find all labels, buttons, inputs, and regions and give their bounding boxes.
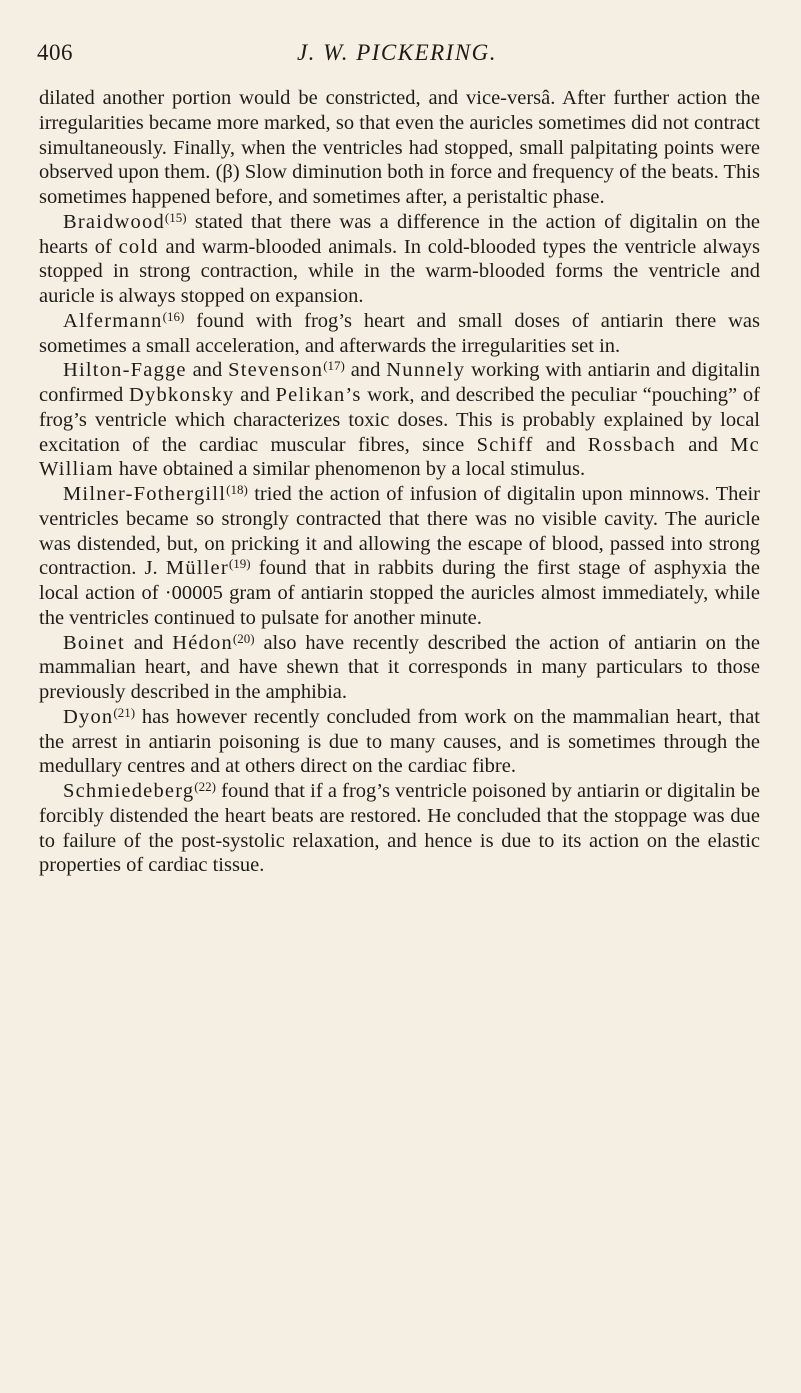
paragraph bbox=[39, 779, 760, 878]
reference-number: (21) bbox=[113, 704, 136, 720]
author-name: Mc William bbox=[39, 433, 760, 481]
reference-number: (20) bbox=[232, 630, 255, 646]
text-run: has however recently concluded from work on the mammalian heart, that the arrest in antiarin poisoning is due to many causes, and is sometimes through the medullary centres and at others direct on the cardiac fibre. bbox=[39, 705, 760, 778]
author-name: Pelikan’s bbox=[275, 384, 362, 406]
text-run: tried the action of infusion of digitalin upon minnows. Their ventricles became so strongly contracted that there was no visible cavity. The auricle was distended, but, on pricking it and allowing the escape of blood, passed into strong contraction. J. bbox=[39, 483, 760, 580]
paragraph bbox=[39, 309, 760, 359]
author-name: Dybkonsky bbox=[129, 384, 235, 406]
reference-number: (15) bbox=[164, 209, 187, 225]
text-run: working with antiarin and digitalin confirmed bbox=[39, 359, 761, 406]
author-name: Schiff bbox=[476, 433, 534, 456]
text-run: and warm-blooded animals. In cold-blooded types the ventricle always stopped in strong contraction, while in the warm-blooded forms the ventricle and auricle is always stopped on expansion. bbox=[39, 235, 760, 307]
author-name: Boinet bbox=[63, 631, 125, 654]
running-head: J. W. PICKERING. bbox=[296, 40, 498, 65]
body-text bbox=[39, 86, 760, 878]
reference-number: (17) bbox=[323, 358, 345, 374]
author-name: cold bbox=[118, 235, 159, 258]
paragraph bbox=[39, 482, 760, 631]
paragraph bbox=[39, 358, 760, 482]
text-run: and bbox=[675, 433, 731, 456]
author-name: Hilton-Fagge bbox=[63, 359, 187, 382]
author-name: Rossbach bbox=[587, 433, 676, 456]
author-name: Müller bbox=[165, 557, 229, 580]
reference-number: (18) bbox=[226, 482, 248, 497]
paragraph bbox=[39, 705, 760, 779]
text-run: and bbox=[234, 384, 276, 406]
reference-number: (19) bbox=[228, 556, 251, 572]
author-name: Stevenson bbox=[228, 359, 324, 382]
text-run: dilated another portion would be constricted, and vice-versâ. After further action the irregularities became more marked, so that even the auricles sometimes did not contract simultaneously. Finally, when the ventricles had stopped, small palpitating points were observed upon them. (β) Slow diminution both in force and frequency of the beats. This sometimes happened before, and sometimes after, a peristaltic phase. bbox=[39, 87, 760, 208]
paragraph bbox=[39, 86, 760, 210]
text-run: and bbox=[124, 631, 173, 654]
text-run: found with frog’s heart and small doses of antiarin there was sometimes a small acceleration, and afterwards the irregularities set in. bbox=[39, 309, 760, 357]
text-run: and bbox=[186, 359, 229, 382]
page-number: 406 bbox=[37, 40, 73, 65]
author-name: Milner-Fothergill bbox=[63, 483, 227, 505]
text-run: have obtained a similar phenomenon by a local stimulus. bbox=[113, 458, 586, 481]
reference-number: (16) bbox=[162, 308, 185, 324]
text-run: and bbox=[344, 359, 387, 382]
text-run: found that in rabbits during the first stage of asphyxia the local action of ·00005 gram of antiarin stopped the auricles almost immediately, while the ventricles continued to pulsate for another minute. bbox=[39, 557, 760, 629]
author-name: Schmiedeberg bbox=[63, 780, 195, 802]
text-run: and bbox=[533, 433, 588, 456]
text-run: also have recently described the action of antiarin on the mammalian heart, and have shewn that it corresponds in many particulars to those previously described in the amphibia. bbox=[39, 631, 760, 703]
author-name: Dyon bbox=[63, 705, 114, 728]
text-run: stated that there was a difference in the action of digitalin on the hearts of bbox=[39, 210, 760, 258]
author-name: Braidwood bbox=[63, 210, 165, 233]
reference-number: (22) bbox=[194, 779, 216, 794]
paragraph bbox=[39, 210, 760, 309]
author-name: Hédon bbox=[172, 631, 233, 654]
paragraph bbox=[39, 631, 760, 705]
author-name: Nunnely bbox=[386, 359, 466, 382]
author-name: Alfermann bbox=[63, 309, 163, 332]
text-run: work, and described the peculiar “pouching” of frog’s ventricle which characterizes toxic doses. This is probably explained by local excitation of the cardiac muscular fibres, since bbox=[39, 384, 761, 456]
page-header bbox=[37, 40, 757, 76]
text-run: found that if a frog’s ventricle poisoned by antiarin or digitalin be forcibly distended the heart beats are restored. He concluded that the stoppage was due to failure of the post-systolic relaxation, and hence is due to its action on the elastic properties of cardiac tissue. bbox=[39, 780, 760, 877]
